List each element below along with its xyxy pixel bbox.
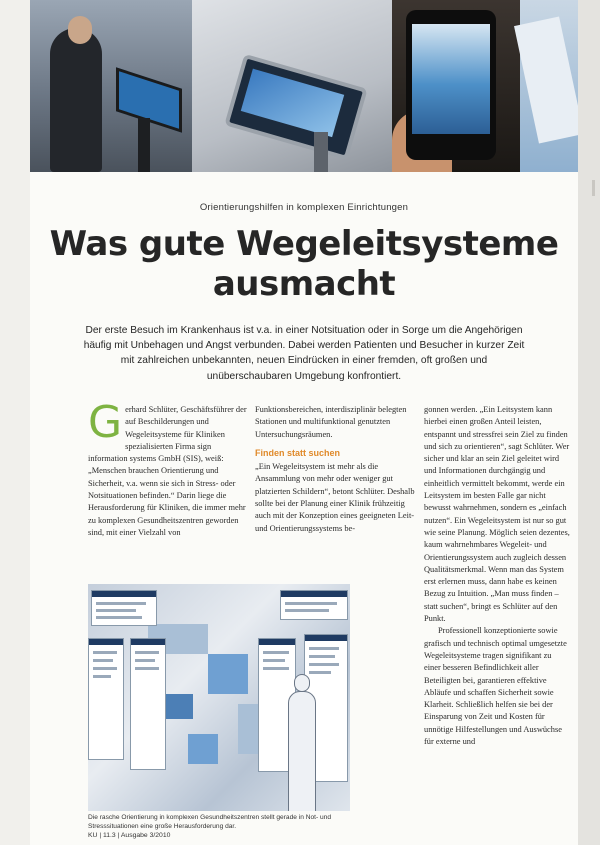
kiosk-screen-left	[88, 638, 124, 760]
man-head	[68, 16, 92, 44]
header-photo-strip	[30, 0, 578, 172]
smartphone-map-screen	[412, 24, 490, 134]
photo-terminal	[192, 0, 392, 172]
info-panel	[280, 590, 348, 620]
column-3	[424, 404, 570, 748]
column-3-paragraph-2: Professionell konzeptionierte sowie grafisch und technisch optimal umgesetzte Wegeleitsysteme tragen signifikant zu einer besseren Befindlichkeit aller Beteiligten bei, garantieren effektive Abläufe und schaffen Sicherheit sowie Klarheit. Schließlich helfen sie bei der Einsparung von Zeit und Kosten für unnötige Hilfestellungen und Auswüchse für externe und	[424, 626, 567, 747]
map-building	[208, 654, 248, 694]
terminal-screen	[224, 54, 367, 160]
drop-cap: G	[88, 397, 123, 448]
wayfinding-figure	[88, 584, 350, 811]
column-3-paragraph-1: gonnen werden. „Ein Leitsystem kann hierbei einen großen Anteil leisten, entspannt und stressfrei sein Ziel zu finden und sich zu orientieren“, sagt Schlüter. Wer sicher und klar an sein Ziel geleitet wird und Informationen durchgängig und einheitlich vermittelt bekommt, werde ein Leitsystem im besten Falle gar nicht bewusst wahrnehmen, sondern es „einfach nutzen“. Ein Wegeleitsystem ist nur so gut wie seine Planung. Möglich seien dezentes, kaum wahrnehmbares Wegeleit- und Orientierungssystem auch zugleich dessen Qualitätsmerkmal. Wenn man das System erst erlernen muss, dann habe es keinen Bezug zu Intuition. „Man muss finden – statt suchen“, bringt es Schlüter auf den Punkt.	[424, 405, 570, 624]
terminal-post	[314, 132, 328, 172]
column-1-text: erhard Schlüter, Geschäftsführer der auf Beschilderungen und Wegeleitsysteme für Kliniken spezialisierten Firma sign information systems GmbH (SIS), weiß: „Menschen brauchen Orientierung und Sicherheit, v.a. wenn sie sich in Stress- oder Notsituationen befinden.“ Darin liege die Herausforderung für Kliniken, die immer mehr zu komplexen Gesundheitszentren geworden sind, mit einer Vielzahl von	[88, 405, 247, 537]
article-kicker: Orientierungshilfen in komplexen Einrichtungen	[199, 202, 409, 213]
column-2	[255, 404, 415, 535]
page-edge-mark	[592, 180, 595, 196]
photo-signage	[520, 0, 578, 172]
man-figure	[50, 28, 102, 172]
kiosk-screen-middle	[130, 638, 166, 770]
info-panel	[91, 590, 157, 626]
map-building	[188, 734, 218, 764]
column-2-paragraph-2: „Ein Wegeleitsystem ist mehr als die Ansammlung von mehr oder weniger gut platzierten Schildern“, betont Schlüter. Deshalb sollte bei der Planung einer Klinik frühzeitig auch mit der Konzeption eines geeigneten Leit- und Orientierungssystems be-	[255, 462, 415, 533]
column-1	[88, 397, 248, 539]
photo-kiosk-user	[30, 0, 192, 172]
figure-caption: Die rasche Orientierung in komplexen Gesundheitszentren stellt gerade in Not- und Stresssituationen eine große Herausforderung dar.	[88, 814, 332, 830]
column-2-paragraph-1: Funktionsbereichen, interdisziplinär belegten Stationen und multifunktional genutzten Untersuchungsräumen.	[255, 405, 407, 439]
page-folio: KU | 11.3 | Ausgabe 3/2010	[88, 832, 171, 839]
photo-smartphone	[392, 0, 520, 172]
person-silhouette	[286, 674, 316, 811]
article-title: Was gute Wegeleitsysteme ausmacht	[49, 224, 559, 304]
kiosk-stand	[138, 118, 150, 172]
article-lead: Der erste Besuch im Krankenhaus ist v.a. in einer Notsituation oder in Sorge um die Angehörigen häufig mit Unbehagen und Angst verbunden. Dabei werden Patienten und Besucher in kurzer Zeit mit zahlreichen unbekannten, neuen Eindrücken in einer fremden, oft großen und unüberschaubaren Umgebung konfrontiert.	[83, 325, 525, 382]
subheading: Finden statt suchen	[255, 447, 341, 458]
adjacent-page-edge	[578, 0, 600, 845]
